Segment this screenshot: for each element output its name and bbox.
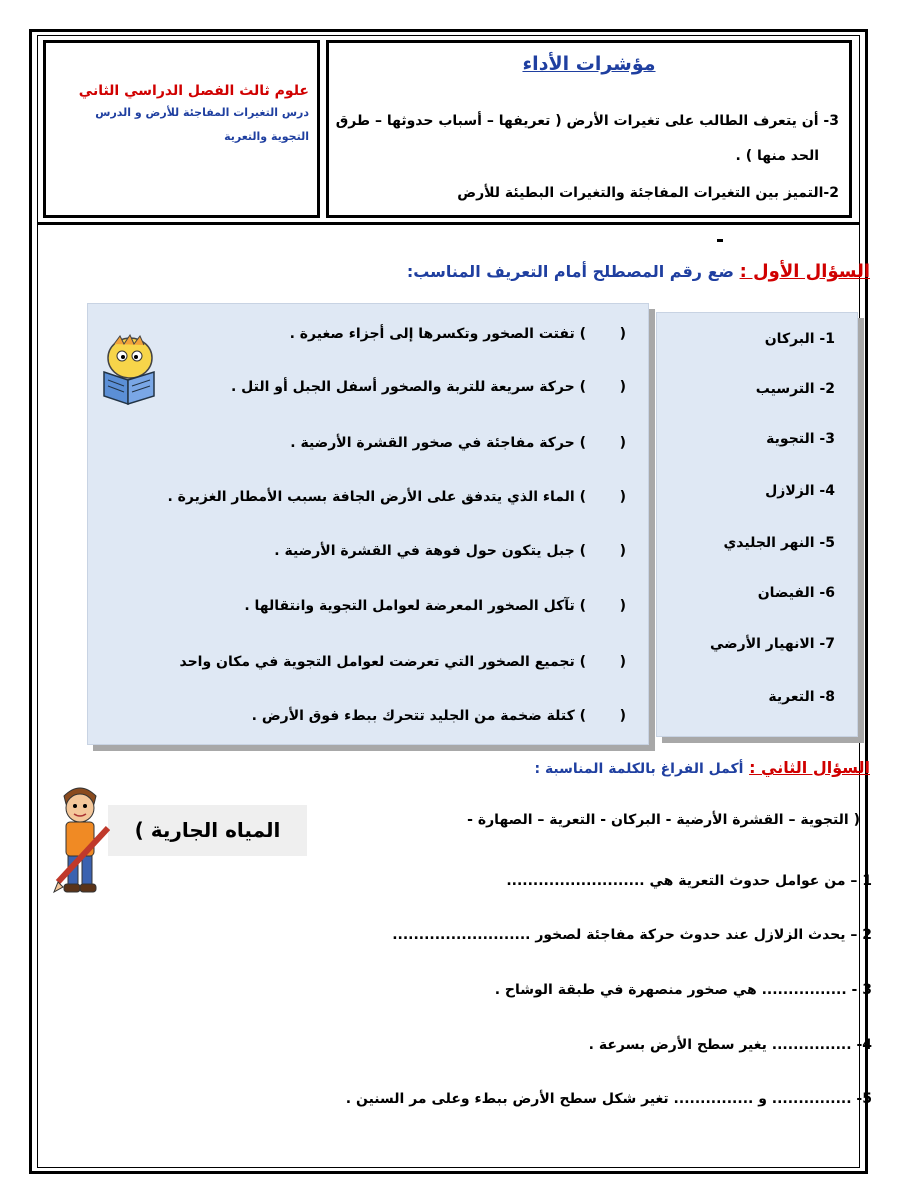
performance-indicators-box	[326, 40, 852, 218]
fill-item-2: 2 – يحدث الزلازل عند حدوث حركة مفاجئة لصخور ..........................	[392, 927, 872, 943]
course-info-box	[43, 40, 320, 218]
definitions-box	[87, 303, 649, 745]
term-item: 4- الزلازل	[765, 483, 835, 499]
definition-item: () الماء الذي يتدفق على الأرض الجافة بسبب الأمطار الغزيرة .	[167, 489, 626, 505]
definition-item: () كتلة ضخمة من الجليد تتحرك ببطء فوق الأرض .	[251, 708, 626, 724]
performance-item-2: 2-التميز بين التغيرات المفاجئة والتغيرات البطيئة للأرض	[457, 185, 839, 201]
word-bank-highlight: المياه الجارية )	[108, 805, 307, 856]
definition-item: () جبل يتكون حول فوهة في القشرة الأرضية .	[274, 543, 626, 559]
performance-item-1: 3- أن يتعرف الطالب على تغيرات الأرض ( تعريفها – أسباب حدوثها – طرق	[335, 113, 839, 129]
definition-item: () حركة مفاجئة في صخور القشرة الأرضية .	[290, 435, 626, 451]
term-item: 3- التجوية	[766, 431, 835, 447]
definition-item: () حركة سريعة للتربة والصخور أسفل الجبل أو التل .	[230, 379, 626, 395]
boy-with-pencil-icon	[50, 782, 110, 900]
worksheet-header	[37, 35, 860, 225]
header-divider	[37, 222, 860, 225]
fill-item-1: 1 – من عوامل حدوث التعرية هي ..........................	[506, 873, 872, 889]
question-1-heading: السؤال الأول : ضع رقم المصطلح أمام التعريف المناسب:	[406, 261, 870, 282]
fill-item-5: 5- ............... و ............... تغير شكل سطح الأرض ببطء وعلى مر السنين .	[345, 1091, 872, 1107]
definition-item: () تجميع الصخور التي تعرضت لعوامل التجوية في مكان واحد	[179, 654, 626, 670]
terms-box	[656, 312, 858, 737]
course-title: علوم ثالث الفصل الدراسي الثاني	[78, 83, 309, 99]
definition-item: () تآكل الصخور المعرضة لعوامل التجوية وانتقالها .	[244, 598, 626, 614]
term-item: 6- الفيضان	[757, 585, 835, 601]
performance-title: مؤشرات الأداء	[522, 53, 656, 75]
definition-item: () تفتت الصخور وتكسرها إلى أجزاء صغيرة .	[289, 326, 626, 342]
performance-item-1-cont: الحد منها ) .	[735, 148, 819, 164]
reading-book-icon	[98, 332, 160, 406]
word-bank: ( التجوية – القشرة الأرضية - البركان - التعرية – الصهارة -	[467, 812, 860, 828]
fill-item-4: 4- ............... يغير سطح الأرض بسرعة .	[588, 1037, 872, 1053]
stray-mark	[717, 239, 723, 242]
term-item: 8- التعرية	[768, 689, 835, 705]
term-item: 7- الانهيار الأرضي	[709, 636, 835, 652]
term-item: 2- الترسيب	[755, 381, 835, 397]
fill-item-3: 3 - ................ هي صخور منصهرة في طبقة الوشاح .	[494, 982, 872, 998]
term-item: 1- البركان	[764, 331, 835, 347]
question-2-heading: السؤال الثاني : أكمل الفراغ بالكلمة المناسبة :	[534, 758, 870, 777]
term-item: 5- النهر الجليدي	[723, 535, 835, 551]
lesson-description: درس التغيرات المفاجئة للأرض و الدرس التجوية والتعرية	[95, 106, 309, 143]
